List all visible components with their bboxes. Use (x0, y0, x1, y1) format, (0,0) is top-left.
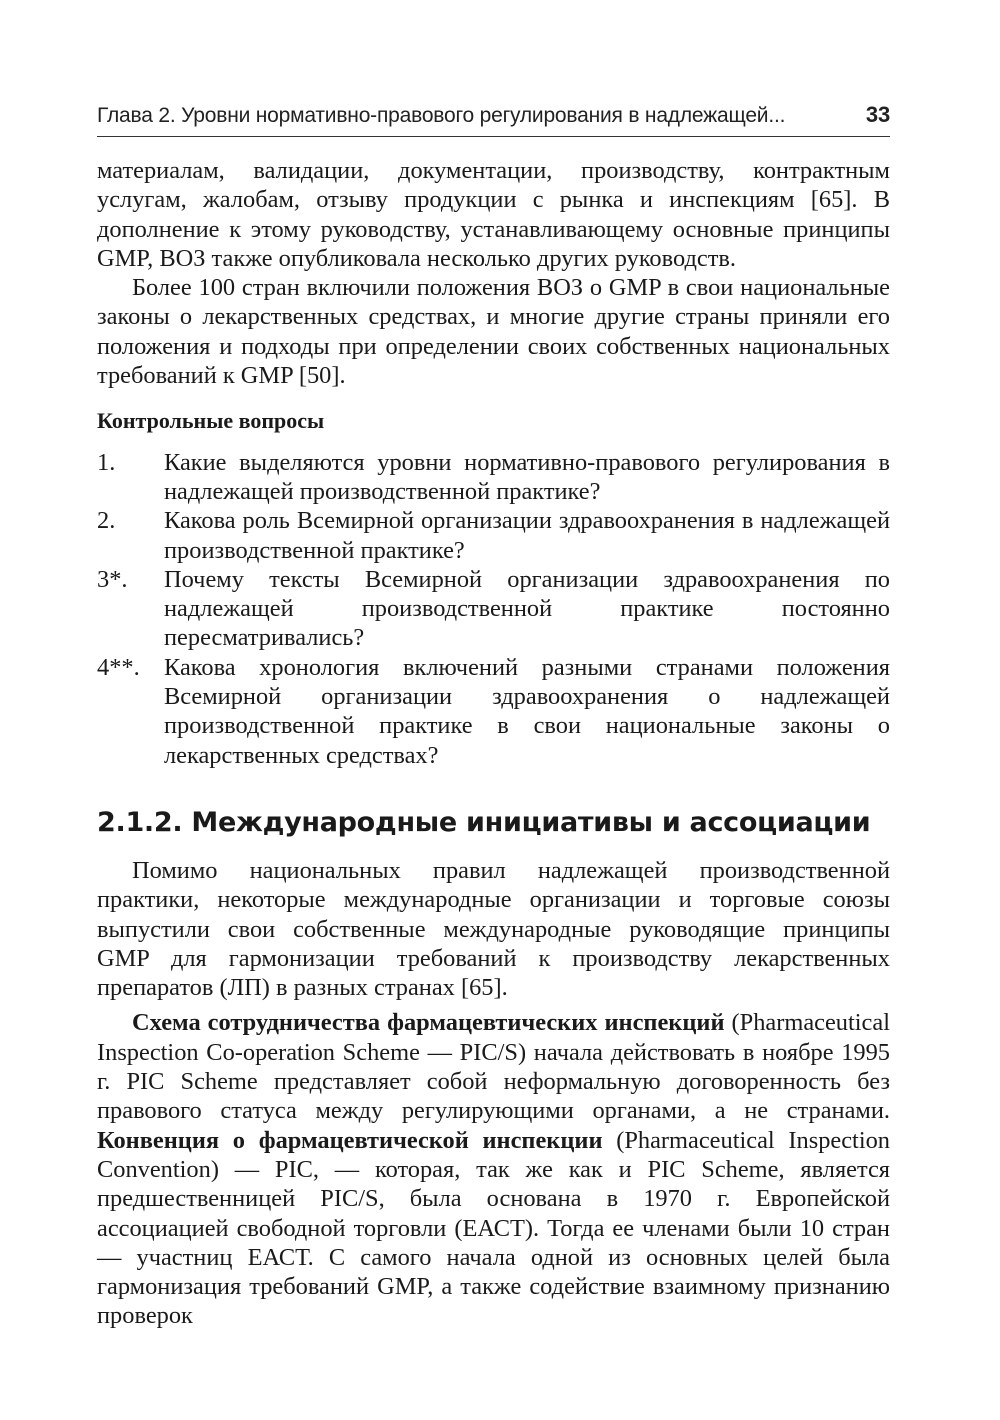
paragraph-countries: Более 100 стран включили положения ВОЗ о GMP в свои национальные законы о лекарственных средствах, и многие другие страны приняли его положения и подходы при определении своих собственных национальных требований к GMP [50]. (97, 274, 890, 390)
term-pic-convention: Конвенция о фармацевтической инспекции (97, 1126, 603, 1154)
paragraph-international: Помимо национальных правил надлежащей производственной практики, некоторые международные организации и торговые союзы выпустили свои собственные международные руководящие принципы GMP для гармонизации требований к производству лекарственных препаратов (ЛП) в разных странах [65]. (97, 856, 890, 1002)
page-number: 33 (865, 102, 890, 127)
question-number: 3*. (97, 565, 128, 593)
running-header (97, 96, 890, 137)
paragraph-pics (97, 1008, 890, 1330)
page-content (97, 156, 890, 1331)
question-item (97, 565, 890, 653)
question-item (97, 653, 890, 770)
question-number: 4**. (97, 653, 140, 681)
question-number: 1. (97, 448, 116, 476)
question-item (97, 506, 890, 565)
control-questions-list (97, 448, 890, 770)
pics-text-1: (Pharmaceutical Inspection Co-operation Scheme — PIC/S) начала действовать в ноябре 1995 г. PIC Scheme представляет собой неформальную договоренность без правового статуса между регулирующими органами, а не странами. (97, 1009, 890, 1125)
question-text: Какова роль Всемирной организации здравоохранения в надлежащей производственной практике? (164, 507, 890, 564)
question-item (97, 448, 890, 507)
question-text: Какова хронология включений разными странами положения Всемирной организации здравоохранения о надлежащей производственной практике в свои национальные законы о лекарственных средствах? (164, 653, 890, 769)
question-number: 2. (97, 507, 116, 535)
running-title: Глава 2. Уровни нормативно-правового регулирования в надлежащей... (97, 104, 786, 127)
term-pics-scheme: Схема сотрудничества фармацевтических инспекций (132, 1009, 725, 1037)
section-heading: 2.1.2. Международные инициативы и ассоциации (97, 806, 871, 838)
question-text: Почему тексты Всемирной организации здравоохранения по надлежащей производственной практике постоянно пересматривались? (164, 565, 890, 652)
question-text: Какие выделяются уровни нормативно-правового регулирования в надлежащей производственной практике? (164, 448, 890, 505)
paragraph-continuation: материалам, валидации, документации, производству, контрактным услугам, жалобам, отзыву продукции с рынка и инспекциям [65]. В дополнение к этому руководству, устанавливающему основные принципы GMP, ВОЗ также опубликовала несколько других руководств. (97, 157, 890, 272)
pics-text-2: (Pharmaceutical Inspection Convention) — PIC, — которая, так же как и PIC Scheme, является предшественницей PIC/S, была основана в 1970 г. Европейской ассоциацией свободной торговли (ЕАСТ). Тогда ее членами были 10 стран — участниц ЕАСТ. С самого начала одной из основных целей была гармонизация требований GMP, а также содействие взаимному признанию проверок (97, 1126, 890, 1330)
control-questions-heading: Контрольные вопросы (97, 408, 325, 434)
